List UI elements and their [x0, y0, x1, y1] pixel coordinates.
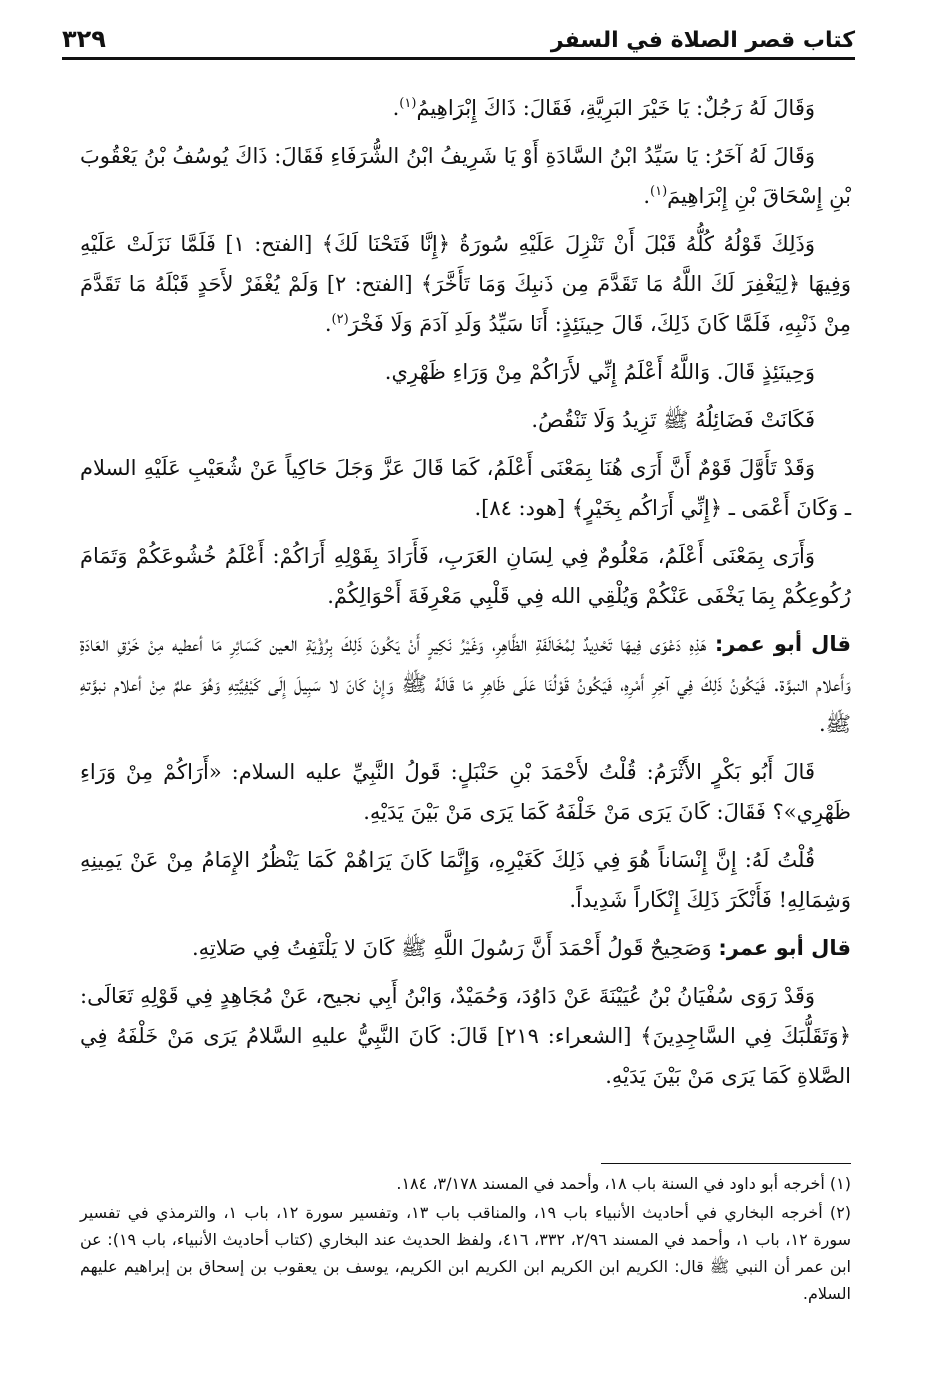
- paragraph-text: وَذَلِكَ قَوْلُهُ كُلُّهُ قَبْلَ أَنْ تَنْزِلَ عَلَيْهِ سُورَةُ ﴿إِنَّا فَتَحْنَا لَكَ﴾ [الفتح: ١] فَلَمَّا نَزَلَتْ عَلَيْهِ وَفِيهَا ﴿لِيَغْفِرَ لَكَ اللَّهُ مَا تَقَدَّمَ مِن ذَنبِكَ وَمَا تَأَخَّرَ﴾ [الفتح: ٢] وَلَمْ يُغْفَرْ لأَحَدٍ قَبْلَهُ مَا تَقَدَّمَ مِنْ ذَنْبِهِ، فَلَمَّا كَانَ ذَلِكَ، قَالَ حِينَئِذٍ: أَنَا سَيِّدُ وَلَدِ آدَمَ وَلَا فَخْرَ: [80, 232, 851, 336]
- paragraph: [80, 840, 851, 920]
- paragraph-tail: .: [392, 96, 400, 120]
- commentary-paragraph: [80, 928, 851, 968]
- paragraph: [80, 752, 851, 832]
- paragraph-text: وَقَدْ تَأَوَّلَ قَوْمٌ أَنَّ أَرَى هُنَا بِمَعْنَى أَعْلَمُ، كَمَا قَالَ عَزَّ وَجَلَ حَاكِياً عَنْ شُعَيْبِ عَلَيْهِ السلام ـ وَكَانَ أَعْمَى ـ ﴿إِنِّي أَرَاكُم بِخَيْرٍ﴾ [هود: ٨٤].: [80, 456, 851, 520]
- paragraph: [80, 536, 851, 616]
- main-text: [80, 88, 851, 1104]
- speaker-label: قال أبو عمر:: [718, 936, 851, 960]
- paragraph-text: وَقَالَ لَهُ آخَرُ: يَا سَيِّدُ ابْنُ السَّادَةِ أَوْ يَا شَرِيفُ ابْنُ الشُّرَفَاءِ فَقَالَ: ذَاكَ يُوسُفُ بْنُ يَعْقُوبَ بْنِ إِسْحَاقَ بْنِ إِبْرَاهِيمَ: [80, 144, 851, 208]
- paragraph: [80, 224, 851, 344]
- paragraph-tail: .: [643, 184, 650, 208]
- paragraph-text: قُلْتُ لَهُ: إِنَّ إِنْسَاناً هُوَ فِي ذَلِكَ كَغَيْرِهِ، وَإِنَّمَا كَانَ يَرَاهُمْ كَمَا يَنْظُرُ الإِمَامُ مِنْ عَنْ يَمِينِهِ وَشِمَالِهِ! فَأَنْكَرَ ذَلِكَ إِنْكَاراً شَدِيداً.: [80, 848, 851, 912]
- paragraph: [80, 136, 851, 216]
- paragraph-tail: .: [324, 312, 332, 336]
- paragraph-text: فَكَانَتْ فَضَائِلُهُ ﷺ تَزِيدُ وَلَا تَنْقُصُ.: [531, 408, 815, 432]
- paragraph-text: وَقَدْ رَوَى سُفْيَانُ بْنُ عُيَيْنَةَ عَنْ دَاوُدَ، وَحُمَيْدٌ، وَابْنُ أَبِي نجيح، عَنْ مُجَاهِدٍ فِي قَوْلِهِ تَعَالَى: ﴿وَتَقَلُّبَكَ فِي السَّاجِدِينَ﴾ [الشعراء: ٢١٩] قَالَ: كَانَ النَّبِيُّ عليهِ السَّلامُ يَرَى مَنْ خَلْفَهُ فِي الصَّلاةِ كَمَا يَرَى مَنْ بَيْنَ يَدَيْهِ.: [80, 984, 851, 1088]
- paragraph: [80, 88, 851, 128]
- footnotes: [80, 1170, 851, 1309]
- footnote-separator: [601, 1163, 851, 1164]
- page-number: ٣٢٩: [62, 25, 106, 53]
- paragraph-text: وَقَالَ لَهُ رَجُلٌ: يَا خَيْرَ البَرِيَّةِ، فَقَالَ: ذَاكَ إِبْرَاهِيمُ: [416, 96, 815, 120]
- paragraph: [80, 352, 851, 392]
- paragraph: [80, 400, 851, 440]
- footnote: (٢) أخرجه البخاري في أحاديث الأنبياء باب ١٩، والمناقب باب ١٣، وتفسير سورة ١٢، باب ١، والترمذي في تفسير سورة ١٢، باب ١، وأحمد في المسند ٢/٩٦، ٣٣٢، ٤١٦، ولفظ الحديث عند البخاري (كتاب أحاديث الأنبياء، باب ١٩): عن ابن عمر أن النبي ﷺ قال: الكريم ابن الكريم ابن الكريم ابن الكريم، يوسف بن يعقوب بن إسحاق بن إبراهيم عليهم السلام.: [80, 1203, 852, 1303]
- commentary-paragraph: [80, 624, 851, 744]
- running-header: [62, 20, 855, 60]
- footnote-ref: (١): [399, 96, 417, 111]
- paragraph-text: قَالَ أَبُو بَكْرٍ الأَثْرَمُ: قُلْتُ لأَحْمَدَ بْنِ حَنْبَلٍ: قَولُ النَّبِيِّ عليه السلام: «أَرَاكُمْ مِنْ وَرَاءِ ظَهْرِي»؟ فَقَالَ: كَانَ يَرَى مَنْ خَلْفَهُ كَمَا يَرَى مَنْ بَيْنَ يَدَيْهِ.: [80, 760, 851, 824]
- paragraph-text: هَذِهِ دَعْوَى فِيهَا تَحْدِيدٌ لِمُخَالَفَةِ الظَّاهِرِ، وَغَيْرُ نَكِيرٍ أَنْ يَكُونَ ذَلِكَ بِرُؤْيَةِ العين كَسَائِرِ مَا أعطيه مِنْ خَرْقِ العَادَةِ وَأَعلام النبوَّة. فَيَكُونُ ذَلِكَ فِي آخِرِ أَمْرِهِ، فَيَكُونُ قَوْلُنَا عَلَى ظَاهِرِ مَا قَالَهُ ﷺ وَإِنْ كَانَ لا سَبِيلَ إِلَى كَيْفِيَّتِهِ وَهُوَ علمٌ مِنْ أعلام نبوَّتهِ ﷺ.: [80, 632, 851, 736]
- footnote: (١) أخرجه أبو داود في السنة باب ١٨، وأحمد في المسند ٣/١٧٨، ١٨٤.: [396, 1174, 851, 1193]
- speaker-label: قال أبو عمر:: [714, 632, 851, 656]
- paragraph-text: وَحِينَئِذٍ قَالَ. وَاللَّهُ أَعْلَمُ إِنِّي لأَرَاكُمْ مِنْ وَرَاءِ ظَهْرِي.: [384, 360, 815, 384]
- running-title: كتاب قصر الصلاة في السفر: [550, 28, 855, 53]
- paragraph-text: وَصَحِيحٌ قَولُ أَحْمَدَ أَنَّ رَسُولَ اللَّهِ ﷺ كَانَ لا يَلْتَفِتُ فِي صَلاتِهِ.: [191, 936, 712, 960]
- paragraph: [80, 448, 851, 528]
- paragraph: [80, 976, 851, 1096]
- paragraph-text: وَأَرَى بِمَعْنَى أَعْلَمُ، مَعْلُومٌ فِي لِسَانِ العَرَبِ، فَأَرَادَ بِقَوْلِهِ أَرَاكُمْ: أَعْلَمُ خُشُوعَكُمْ وَتَمَامَ رُكُوعِكُمْ بِمَا يَخْفَى عَنْكُمْ وَيُلْقِي الله فِي قَلْبِي مَعْرِفَةَ أَحْوَالِكُمْ.: [80, 544, 851, 608]
- footnote-ref: (١): [650, 184, 668, 199]
- footnote-ref: (٢): [331, 312, 349, 327]
